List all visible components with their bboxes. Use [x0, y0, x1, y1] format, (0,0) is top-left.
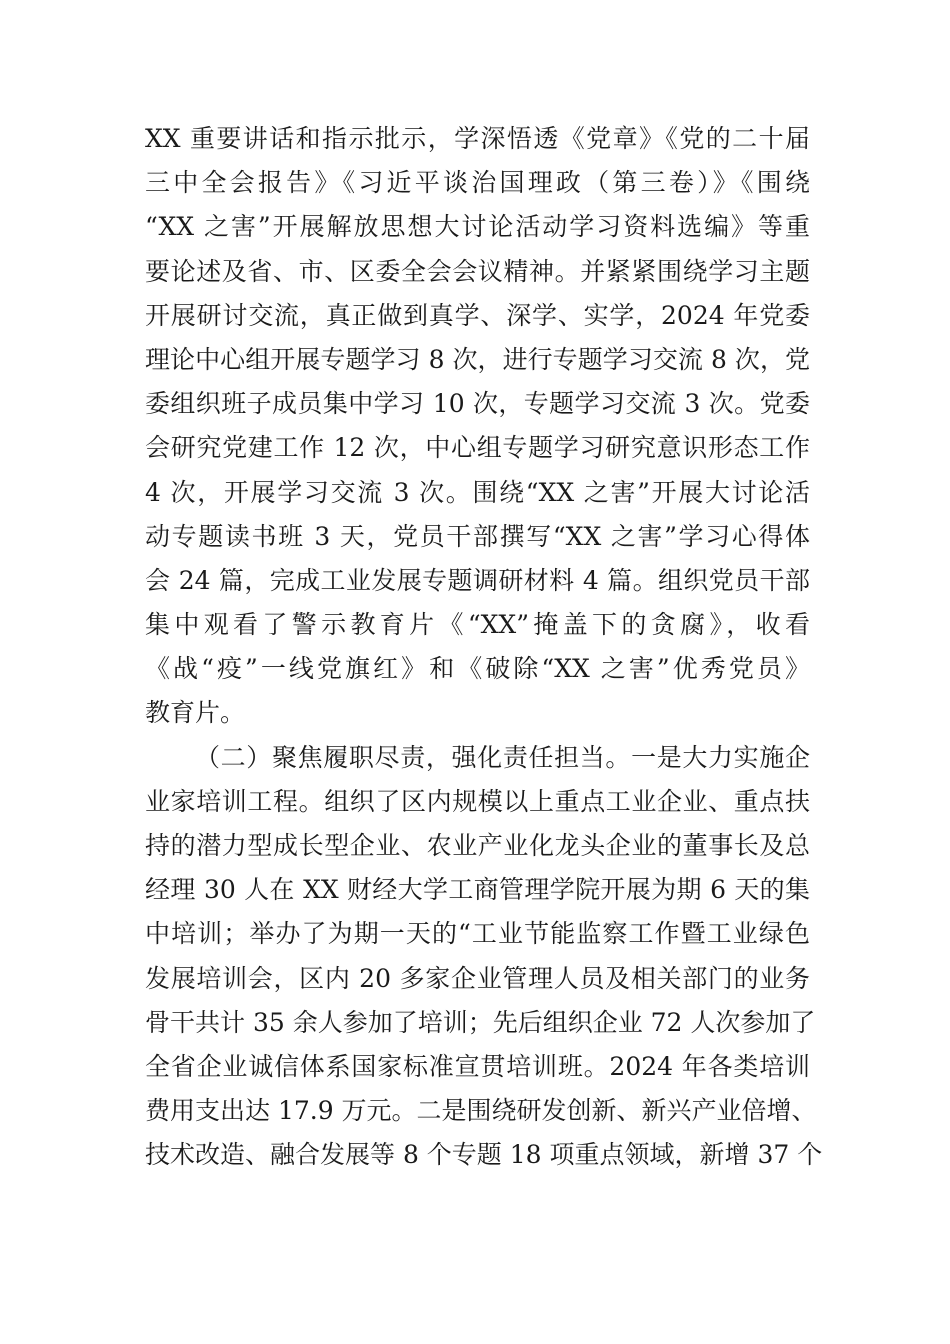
text-line: 会研究党建工作 12 次，中心组专题学习研究意识形态工作 [145, 433, 810, 463]
text-line: 集中观看了警示教育片《“XX”掩盖下的贪腐》，收看 [145, 610, 810, 640]
text-line: 技术改造、融合发展等 8 个专题 18 项重点领域，新增 37 个 [145, 1140, 823, 1170]
paragraph-2 [145, 736, 823, 1178]
text-line: 4 次，开展学习交流 3 次。围绕“XX 之害”开展大讨论活 [145, 477, 810, 507]
text-line: 费用支出达 17.9 万元。二是围绕研发创新、新兴产业倍增、 [145, 1096, 817, 1126]
text-line: 要论述及省、市、区委全会会议精神。并紧紧围绕学习主题 [145, 256, 810, 286]
text-line: 全省企业诚信体系国家标准宣贯培训班。2024 年各类培训 [145, 1051, 810, 1081]
text-line: XX 重要讲话和指示批示，学深悟透《党章》《党的二十届 [145, 124, 810, 153]
text-line: 理论中心组开展专题学习 8 次，进行专题学习交流 8 次，党 [145, 344, 810, 374]
text-line: 三中全会报告》《习近平谈治国理政（第三卷）》《围绕 [145, 168, 810, 198]
text-line: 业家培训工程。组织了区内规模以上重点工业企业、重点扶 [145, 786, 810, 816]
paragraph-1 [145, 117, 810, 736]
text-line: 教育片。 [145, 698, 246, 728]
text-line: 经理 30 人在 XX 财经大学工商管理学院开展为期 6 天的集 [145, 875, 810, 905]
text-line: 《战“疫”一线党旗红》和《破除“XX 之害”优秀党员》 [145, 654, 810, 684]
text-line: 持的潜力型成长型企业、农业产业化龙头企业的董事长及总 [145, 831, 810, 860]
text-line: 骨干共计 35 余人参加了培训；先后组织企业 72 人次参加了 [145, 1007, 816, 1037]
text-line: 发展培训会，区内 20 多家企业管理人员及相关部门的业务 [145, 963, 810, 993]
text-line: 会 24 篇，完成工业发展专题调研材料 4 篇。组织党员干部 [145, 565, 810, 595]
text-line: 中培训；举办了为期一天的“工业节能监察工作暨工业绿色 [145, 919, 810, 949]
text-line: “XX 之害”开展解放思想大讨论活动学习资料选编》等重 [145, 212, 810, 242]
text-line: 开展研讨交流，真正做到真学、深学、实学，2024 年党委 [145, 300, 810, 330]
text-line: 动专题读书班 3 天，党员干部撰写“XX 之害”学习心得体 [145, 521, 810, 551]
text-line: 委组织班子成员集中学习 10 次，专题学习交流 3 次。党委 [145, 389, 810, 419]
section-heading-line: （二）聚焦履职尽责，强化责任担当。一是大力实施企 [195, 742, 810, 772]
document-body [145, 117, 823, 1178]
